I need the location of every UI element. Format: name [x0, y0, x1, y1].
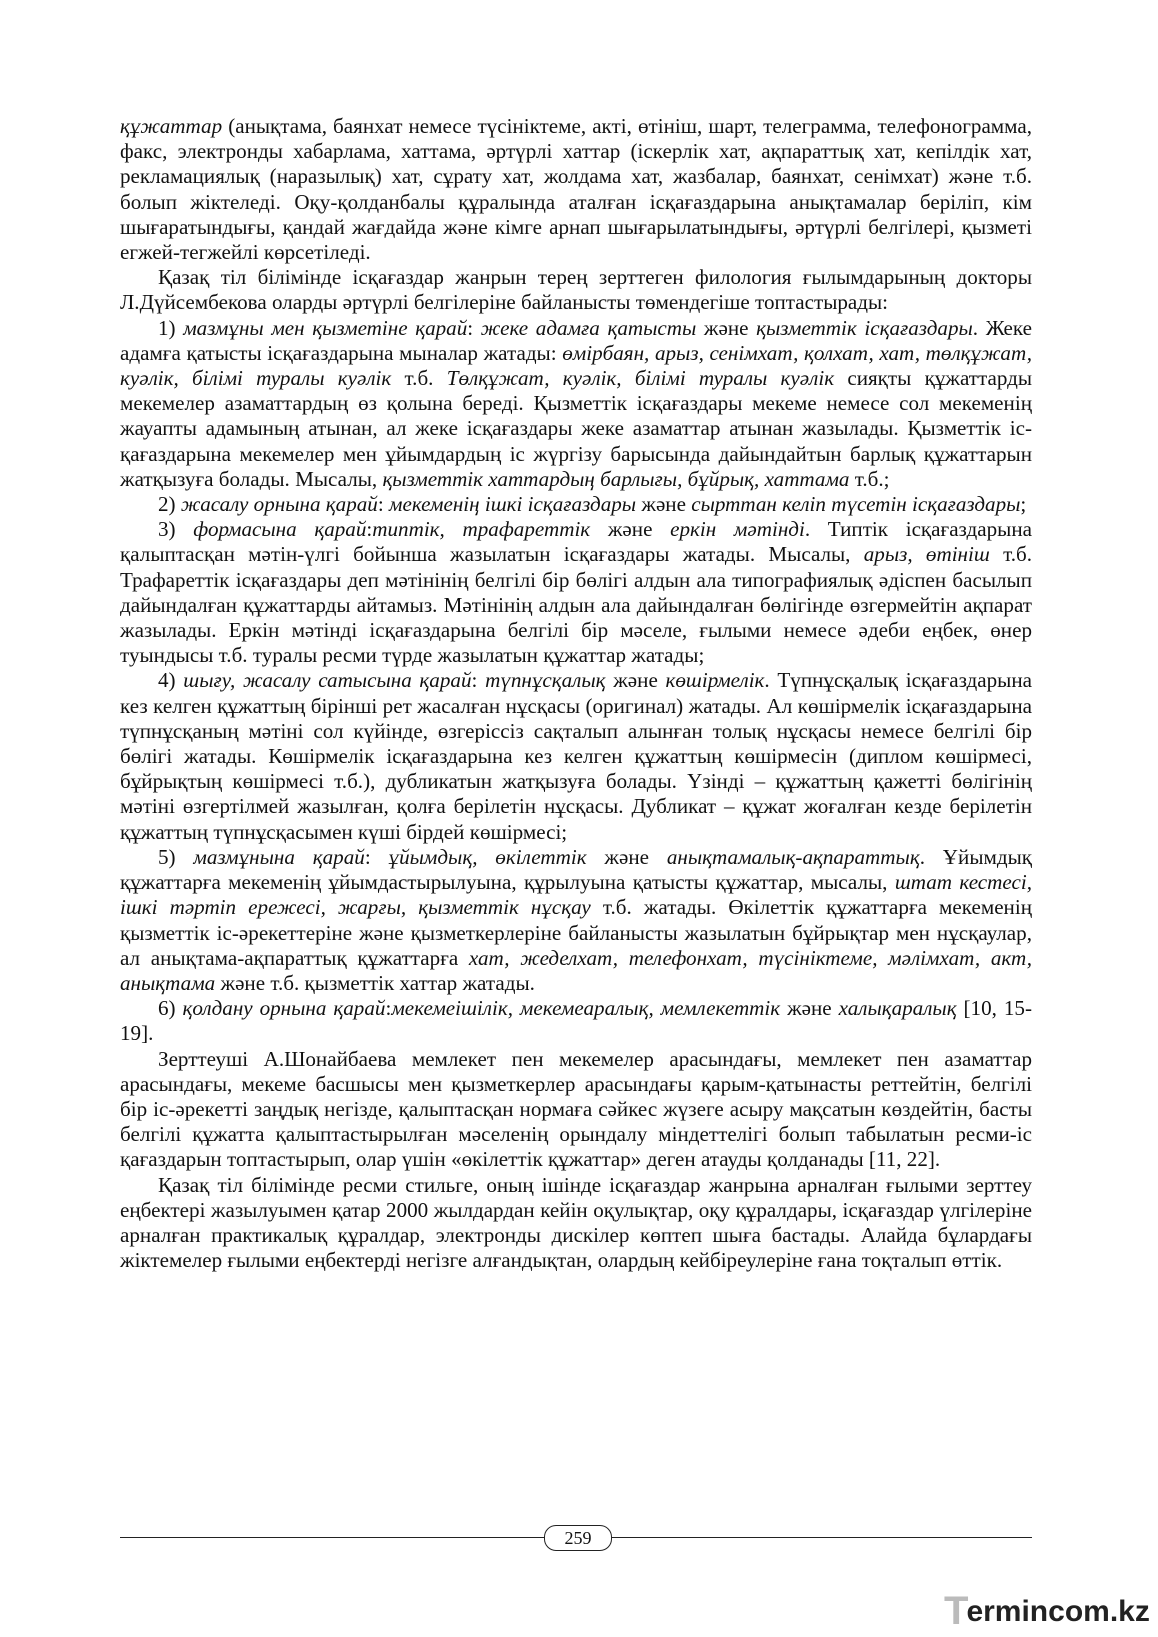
- text-run: Қазақ тіл білімінде ресми стильге, оның ішінде ісқағаздар жанрына арналған ғылыми зерттеу еңбектері жазылуымен қатар 2000 жылдардан кейін оқулықтар, оқу құралдары, ісқағаздар үлгілеріне арналған практикалық құралдар, электронды дискілер көптеп шыға бастады. Алайда бұлардағы жіктемелер ғылыми еңбектерді негізге алғандықтан, олардың кейбіреулеріне ғана тоқталып өттік.: [120, 1172, 1032, 1273]
- text-run: т.б.: [391, 366, 447, 391]
- text-run: :: [471, 668, 486, 693]
- paragraph: [120, 1173, 1032, 1274]
- italic-term: штат кестесі, ішкі тәртіп ережесі, жарғы, қызметтік нұсқау: [120, 870, 1032, 920]
- italic-term: типтік, трафареттік: [372, 517, 591, 542]
- italic-term: халықаралық: [838, 996, 957, 1021]
- list-item: [120, 316, 1032, 492]
- text-run: және: [696, 315, 757, 340]
- text-run: :: [377, 492, 389, 517]
- text-run: 2): [158, 492, 181, 517]
- italic-term: көшірмелік: [665, 668, 765, 693]
- italic-term: анықтамалық-ақпараттық: [666, 844, 920, 869]
- italic-term: мекемеішілік, мекемеаралық, мемлекеттік: [391, 996, 781, 1021]
- text-run: 5): [158, 844, 194, 869]
- italic-term: жеке адамға қатысты: [480, 315, 697, 340]
- text-run: ;: [1020, 492, 1027, 517]
- text-run: 4): [158, 668, 184, 693]
- paragraph: [120, 265, 1032, 315]
- text-run: және: [586, 844, 667, 869]
- paragraph: [120, 114, 1032, 265]
- italic-term: жасалу орнына қарай: [180, 492, 378, 517]
- text-run: және: [590, 517, 671, 542]
- list-item: [120, 517, 1032, 668]
- text-run: және: [605, 668, 666, 693]
- italic-term: түпнұсқалық: [485, 668, 606, 693]
- list-item: [120, 492, 1032, 517]
- page-body: [120, 114, 1032, 1273]
- italic-term: сырттан келіп түсетін ісқағаздары: [691, 492, 1021, 517]
- text-run: Қазақ тіл білімінде ісқағаздар жанрын терең зерттеген филология ғылымдарының докторы Л.Дүйсембекова оларды әртүрлі белгілеріне байланысты төмендегіше топтастырады:: [120, 265, 1032, 315]
- italic-term: хат, жеделхат, телефонхат, түсініктеме, мәлімхат, акт, анықтама: [120, 945, 1032, 995]
- italic-term: өмірбаян, арыз, сенімхат, қолхат, хат, төлқұжат, куәлік, білімі туралы куәлік: [120, 340, 1032, 391]
- text-run: сияқты құжаттарды мекемелер азаматтардың өз қолына береді. Қызметтік ісқағаздары мекеме немесе сол мекеменің жауапты адамының атынан, ал жеке ісқағаздары жеке азаматтар атынан жазылады. Қызметтік ісқағаздарына мекемелер мен ұйымдардың іс жүргізу барысында дайындайтын барлық құжаттарын жатқызуға болады. Мысалы,: [120, 366, 1032, 491]
- text-run: . Типтік ісқағаздарына қалыптасқан мәтін-үлгі бойынша жазылатын ісқағаздары жатады. Мысалы,: [120, 517, 1032, 567]
- text-run: және: [780, 996, 839, 1021]
- text-run: . Жеке адамға қатысты ісқағаздарына мыналар жатады:: [120, 315, 1032, 365]
- italic-term: қызметтік хаттардың барлығы, бұйрық, хаттама: [382, 466, 850, 491]
- italic-term: мазмұны мен қызметіне қарай: [183, 315, 468, 340]
- text-run: :: [364, 844, 389, 869]
- text-run: т.б. жатады. Өкілеттік құжаттарға мекеменің қызметтік іс-әрекеттеріне және қызметкерлеріне байланысты жазылатын бұйрықтар мен нұсқаулар, ал анықтама-ақпараттық құжаттарға: [120, 895, 1032, 970]
- text-run: және т.б. қызметтік хаттар жатады.: [215, 970, 535, 995]
- italic-term: еркін мәтінді: [670, 517, 805, 542]
- list-item: [120, 845, 1032, 996]
- italic-term: ұйымдық, өкілеттік: [388, 844, 587, 869]
- italic-term: Төлқұжат, куәлік, білімі туралы куәлік: [446, 366, 835, 391]
- text-run: және: [636, 492, 692, 517]
- italic-term: қызметтік ісқағаздары: [756, 315, 973, 340]
- text-run: 1): [158, 315, 184, 340]
- italic-term: мекеменің ішкі ісқағаздары: [389, 492, 637, 517]
- text-run: 6): [158, 996, 183, 1021]
- italic-term: құжаттар: [120, 114, 223, 138]
- text-run: :: [467, 315, 481, 340]
- paragraph: [120, 1047, 1032, 1173]
- italic-term: қолдану орнына қарай: [182, 996, 386, 1021]
- text-run: :: [385, 996, 392, 1021]
- text-run: (анықтама, баянхат немесе түсініктеме, акті, өтініш, шарт, телеграмма, телефонограмма, факс, электронды хабарлама, хаттама, әртүрлі хаттар (іскерлік хат, ақпараттық хат, кепілдік хат, рекламациялық (наразылық) хат, сұрату хат, жолдама хат, жазбалар, баянхат, сенімхат) және т.б. болып жіктеледі. Оқу-қолданбалы құралында аталған ісқағаздарына анықтамалар беріліп, кім шығаратындығы, қандай жағдайда және кімге арнап шығарылатындығы, әртүрлі белгілері, қызметі егжей-тегжейлі көрсетіледі.: [120, 114, 1032, 265]
- text-run: [10, 15-19].: [120, 996, 1032, 1046]
- watermark-text: ermincom.kz: [966, 1594, 1150, 1628]
- italic-term: формасына қарай: [193, 517, 367, 542]
- text-run: Зерттеуші А.Шонайбаева мемлекет пен мекемелер арасындағы, мемлекет пен азаматтар арасындағы, мекеме басшысы мен қызметкерлер арасындағы қарым-қатынасты реттейтін, белгілі бір іс-әрекетті заңдық негізде, қалыптасқан нормаға сәйкес жүзеге асыру мақсатын көздейтін, басты белгілі құжатта қалыптастырылған мәселенің орындалу міндеттелігі болып табылатын ресми-іс қағаздарын топтастырып, олар үшін «өкілеттік құжаттар» деген атауды қолданады [11, 22].: [120, 1046, 1032, 1172]
- list-item: [120, 668, 1032, 844]
- text-run: 3): [158, 517, 194, 542]
- text-run: . Ұйымдық құжаттарға мекеменің ұйымдастырылуына, құрылуына қатысты құжаттар, мысалы,: [120, 844, 1032, 895]
- text-run: :: [366, 517, 373, 542]
- page-number: 259: [544, 1525, 612, 1551]
- text-run: т.б. Трафареттік ісқағаздары деп мәтінінің белгілі бір бөлігі алдын ала типографиялық әдіспен басылып дайындалған құжаттарды айтамыз. Мәтінінің алдын ала дайындалған бөлігінде өзгермейтін ақпарат жазылады. Еркін мәтінді ісқағаздарына белгілі бір мәселе, ғылыми немесе әдеби еңбек, өнер туындысы т.б. туралы ресми түрде жазылатын құжаттар жатады;: [120, 542, 1033, 668]
- watermark-letter: T: [944, 1589, 969, 1633]
- italic-term: арыз, өтініш: [863, 542, 990, 567]
- list-item: [120, 996, 1032, 1046]
- text-run: . Түпнұсқалық ісқағаздарына кез келген құжаттың бірінші рет жасалған нұсқасы (оригинал) жатады. Ал көшірмелік ісқағаздарына түпнұсқаның мәтіні сол күйінде, өзгеріссіз сақталып алынған толық нұсқасы немесе белгілі бір бөлігі жатады. Көшірмелік ісқағаздарына кез келген құжаттың көшірмесін (диплом көшірмесі, бұйрықтың көшірмесі т.б.), дубликатын жатқызуға болады. Үзінді – құжаттың қажетті бөлігінің мәтіні өзгертілмей жазылған, қолға берілетін нұсқасы. Дубликат – құжат жоғалған кезде берілетін құжаттың түпнұсқасымен күші бірдей көшірмесі;: [120, 668, 1032, 844]
- text-run: т.б.;: [849, 466, 890, 491]
- italic-term: мазмұнына қарай: [193, 844, 365, 869]
- watermark-logo: [944, 1589, 1150, 1634]
- italic-term: шығу, жасалу сатысына қарай: [183, 668, 472, 693]
